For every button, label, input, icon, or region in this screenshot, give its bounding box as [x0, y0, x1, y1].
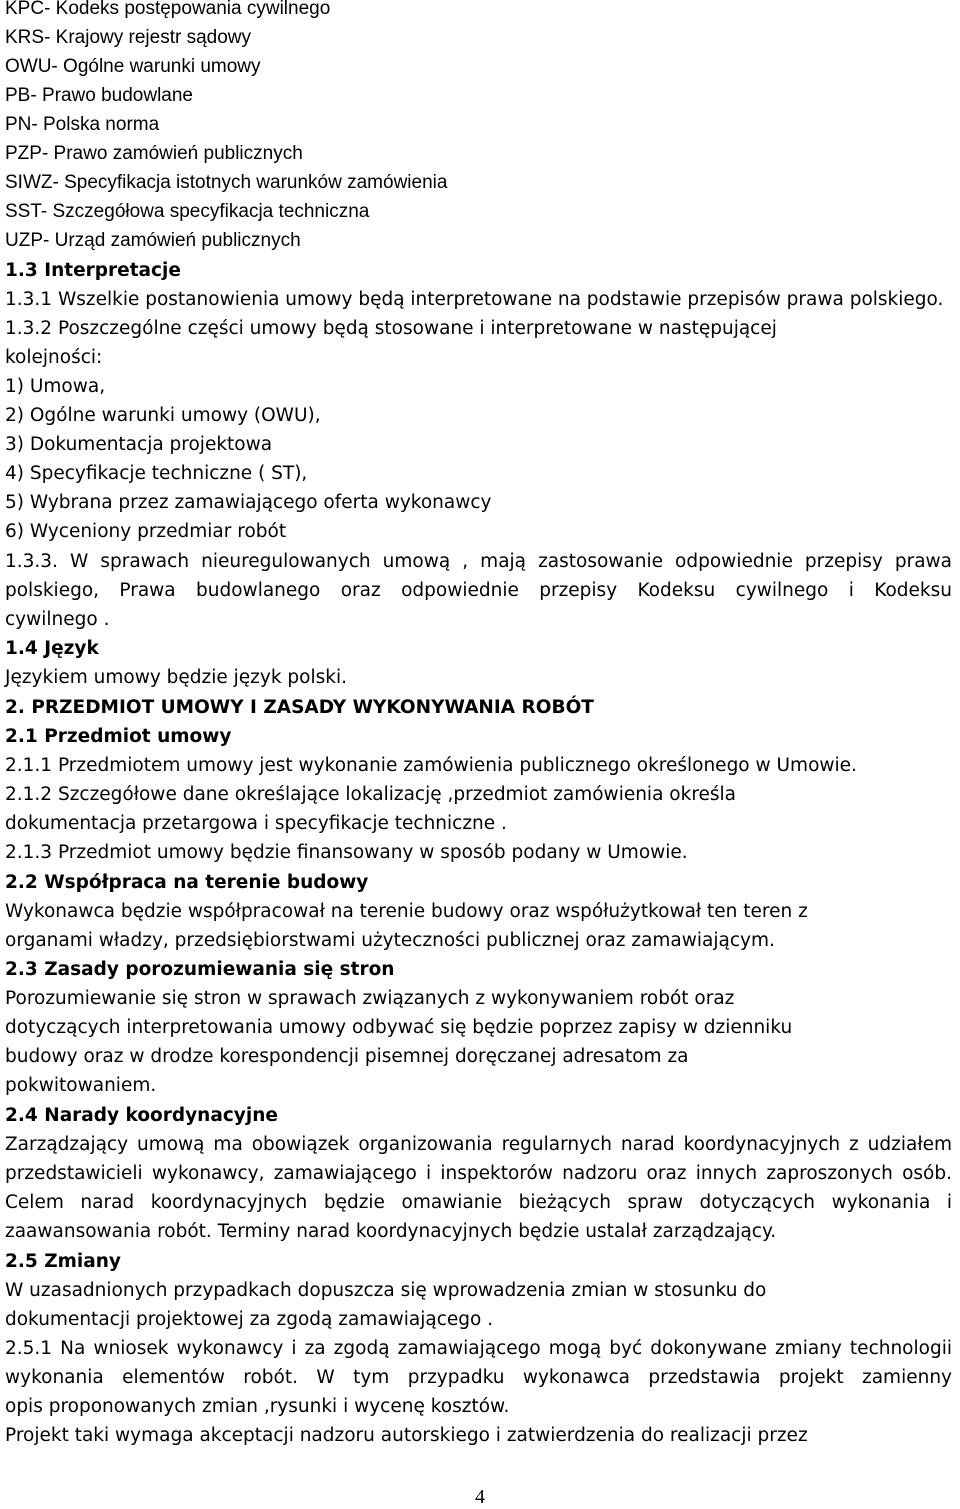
abbreviation-krs: KRS- Krajowy rejestr sądowy — [5, 27, 252, 48]
abbreviation-pzp: PZP- Prawo zamówień publicznych — [5, 143, 303, 164]
paragraph-1-3-3-line2: polskiego, Prawa budowlanego oraz odpowiednie przepisy Kodeksu cywilnego i Kodeksu — [5, 580, 952, 601]
paragraph-2-2-line2: organami władzy, przedsiębiorstwami użyteczności publicznej oraz zamawiającym. — [5, 930, 775, 951]
list-item: 2) Ogólne warunki umowy (OWU), — [5, 405, 321, 426]
abbreviation-siwz: SIWZ- Specyfikacja istotnych warunków zamówienia — [5, 172, 448, 193]
paragraph-2-2-line1: Wykonawca będzie współpracował na terenie budowy oraz współużytkował ten teren z — [5, 901, 808, 922]
list-item: 3) Dokumentacja projektowa — [5, 434, 273, 455]
paragraph-1-3-2-line1: 1.3.2 Poszczególne części umowy będą stosowane i interpretowane w następującej — [5, 318, 777, 339]
heading-2-4: 2.4 Narady koordynacyjne — [5, 1105, 278, 1126]
abbreviation-uzp: UZP- Urząd zamówień publicznych — [5, 230, 301, 251]
heading-2: 2. PRZEDMIOT UMOWY I ZASADY WYKONYWANIA ROBÓT — [5, 697, 594, 718]
paragraph-1-3-3-line3: cywilnego . — [5, 609, 110, 630]
paragraph-2-3-line1: Porozumiewanie się stron w sprawach związanych z wykonywaniem robót oraz — [5, 988, 735, 1009]
paragraph-2-4-line2: przedstawicieli wykonawcy, zamawiającego i inspektorów nadzoru oraz innych zaproszonych osób. — [5, 1163, 952, 1184]
paragraph-2-3-line2: dotyczących interpretowania umowy odbywać się będzie poprzez zapisy w dzienniku — [5, 1017, 793, 1038]
paragraph-2-4-line3: Celem narad koordynacyjnych będzie omawianie bieżących spraw dotyczących wykonania i — [5, 1192, 952, 1213]
paragraph-2-5-1-line1: 2.5.1 Na wniosek wykonawcy i za zgodą zamawiającego mogą być dokonywane zmiany technologii — [5, 1338, 952, 1359]
paragraph-1-3-1: 1.3.1 Wszelkie postanowienia umowy będą interpretowane na podstawie przepisów prawa polskiego. — [5, 289, 944, 310]
heading-1-3: 1.3 Interpretacje — [5, 260, 181, 281]
paragraph-1-3-3-line1: 1.3.3. W sprawach nieuregulowanych umową , mają zastosowanie odpowiednie przepisy prawa — [5, 551, 952, 572]
paragraph-2-3-line3: budowy oraz w drodze korespondencji pisemnej doręczanej adresatom za — [5, 1046, 689, 1067]
heading-2-2: 2.2 Współpraca na terenie budowy — [5, 872, 369, 893]
list-item: 6) Wyceniony przedmiar robót — [5, 521, 287, 542]
paragraph-1-3-2-line2: kolejności: — [5, 347, 103, 368]
abbreviation-sst: SST- Szczegółowa specyfikacja techniczna — [5, 201, 370, 222]
paragraph-2-5-line1: W uzasadnionych przypadkach dopuszcza się wprowadzenia zmian w stosunku do — [5, 1280, 767, 1301]
heading-2-5: 2.5 Zmiany — [5, 1251, 121, 1272]
abbreviation-pb: PB- Prawo budowlane — [5, 85, 193, 106]
paragraph-2-5-1-line4: Projekt taki wymaga akceptacji nadzoru autorskiego i zatwierdzenia do realizacji przez — [5, 1425, 808, 1446]
list-item: 1) Umowa, — [5, 376, 106, 397]
list-item: 5) Wybrana przez zamawiającego oferta wykonawcy — [5, 492, 492, 513]
paragraph-2-1-2-line1: 2.1.2 Szczegółowe dane określające lokalizację ,przedmiot zamówienia określa — [5, 784, 737, 805]
list-item: 4) Specyfikacje techniczne ( ST), — [5, 463, 308, 484]
heading-2-3: 2.3 Zasady porozumiewania się stron — [5, 959, 395, 980]
abbreviation-owu: OWU- Ogólne warunki umowy — [5, 56, 261, 77]
paragraph-2-1-2-line2: dokumentacja przetargowa i specyfikacje techniczne . — [5, 813, 507, 834]
abbreviation-pn: PN- Polska norma — [5, 114, 160, 135]
paragraph-2-3-line4: pokwitowaniem. — [5, 1075, 157, 1096]
paragraph-2-5-1-line3: opis proponowanych zmian ,rysunki i wycenę kosztów. — [5, 1396, 510, 1417]
paragraph-2-5-1-line2: wykonania elementów robót. W tym przypadku wykonawca przedstawia projekt zamienny — [5, 1367, 952, 1388]
paragraph-2-1-3: 2.1.3 Przedmiot umowy będzie finansowany w sposób podany w Umowie. — [5, 842, 688, 863]
paragraph-2-1-1: 2.1.1 Przedmiotem umowy jest wykonanie zamówienia publicznego określonego w Umowie. — [5, 755, 857, 776]
paragraph-2-5-line2: dokumentacji projektowej za zgodą zamawiającego . — [5, 1309, 494, 1330]
paragraph-1-4: Językiem umowy będzie język polski. — [5, 667, 347, 688]
page-number: 4 — [475, 1486, 485, 1508]
heading-2-1: 2.1 Przedmiot umowy — [5, 726, 232, 747]
paragraph-2-4-line4: zaawansowania robót. Terminy narad koordynacyjnych będzie ustalał zarządzający. — [5, 1221, 777, 1242]
paragraph-2-4-line1: Zarządzający umową ma obowiązek organizowania regularnych narad koordynacyjnych z udziałem — [5, 1134, 952, 1155]
abbreviation-kpc: KPC- Kodeks postępowania cywilnego — [5, 0, 331, 19]
heading-1-4: 1.4 Język — [5, 638, 99, 659]
